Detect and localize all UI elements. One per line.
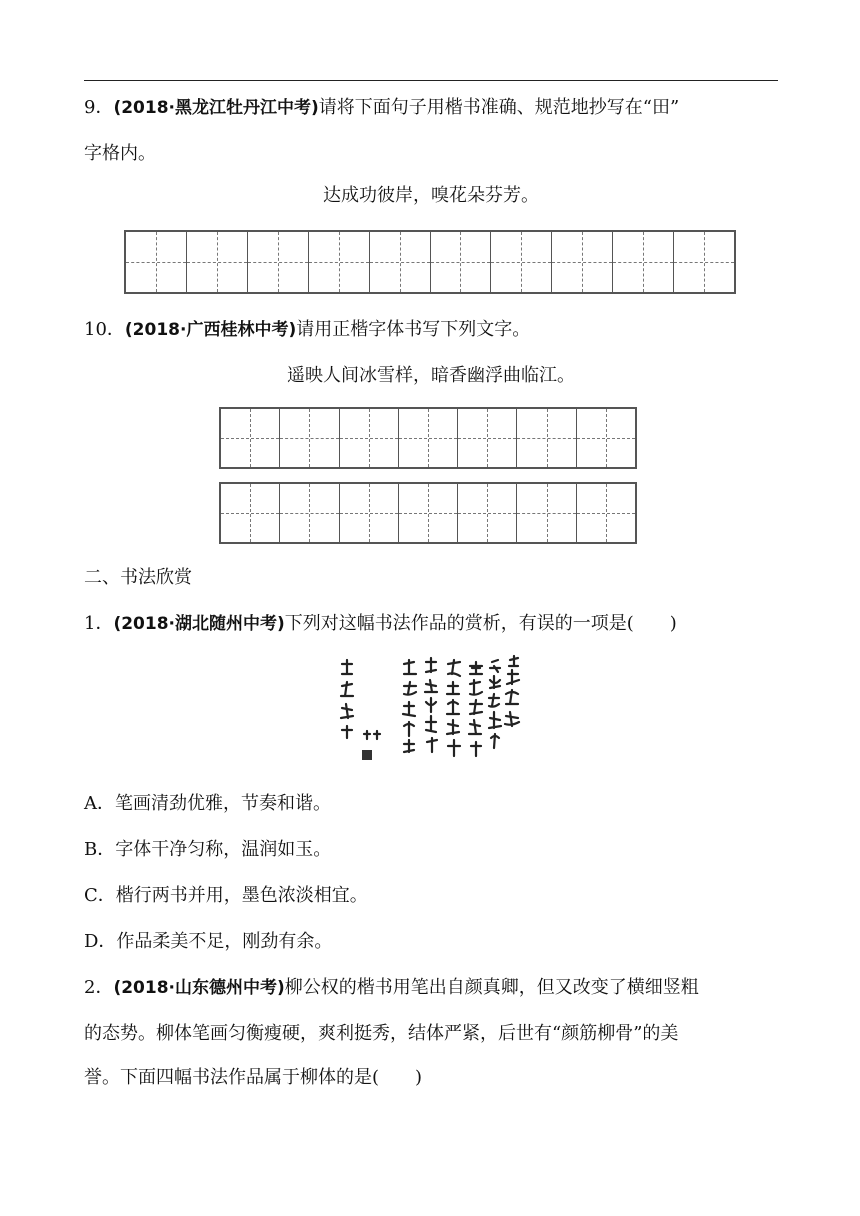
grid-cell[interactable] [674,232,734,292]
grid-cell[interactable] [221,409,280,467]
grid-cell[interactable] [280,409,339,467]
q2-line-3: 誉。下面四幅书法作品属于柳体的是( ) [84,1067,423,1088]
grid-cell[interactable] [340,409,399,467]
q10-line [84,318,530,342]
grid-cell[interactable] [431,232,492,292]
grid-cell[interactable] [370,232,431,292]
q10-source: (2018·广西桂林中考) [124,320,297,340]
q9-text-a: 请将下面句子用楷书准确、规范地抄写在“田” [318,97,680,118]
grid-cell[interactable] [577,409,635,467]
grid-cell[interactable] [517,409,576,467]
q10-text: 请用正楷字体书写下列文字。 [296,319,531,340]
q10-writing-grid-1[interactable] [219,407,637,469]
q1-text: 下列对这幅书法作品的赏析，有误的一项是( ) [284,613,677,634]
grid-cell[interactable] [221,484,280,542]
q2-number: 2． [84,977,114,998]
q10-number: 10． [84,319,125,340]
grid-cell[interactable] [458,484,517,542]
grid-cell[interactable] [491,232,552,292]
grid-cell[interactable] [309,232,370,292]
q1-line [84,612,677,636]
q10-sentence: 遥映人间冰雪样，暗香幽浮曲临江。 [287,365,575,386]
q1-option-d[interactable]: D．作品柔美不足，刚劲有余。 [84,931,333,952]
q9-text-b: 字格内。 [84,143,156,164]
grid-cell[interactable] [248,232,309,292]
q2-line-2: 的态势。柳体笔画匀衡瘦硬，爽利挺秀，结体严紧，后世有“颜筋柳骨”的美 [84,1023,679,1044]
q9-number: 9． [84,97,114,118]
q2-line-1 [84,976,699,1000]
q1-number: 1． [84,613,114,634]
q10-writing-grid-2[interactable] [219,482,637,544]
q9-writing-grid[interactable] [124,230,736,294]
q1-option-a[interactable]: A．笔画清劲优雅，节奏和谐。 [84,793,331,814]
grid-cell[interactable] [517,484,576,542]
q1-option-b[interactable]: B．字体干净匀称，温润如玉。 [84,839,332,860]
q9-source: (2018·黑龙江牡丹江中考) [113,98,319,118]
section-title: 二、书法欣赏 [84,567,192,588]
q9-line-1 [84,96,679,120]
grid-cell[interactable] [552,232,613,292]
grid-cell[interactable] [126,232,187,292]
grid-cell[interactable] [577,484,635,542]
grid-cell[interactable] [340,484,399,542]
grid-cell[interactable] [187,232,248,292]
grid-cell[interactable] [280,484,339,542]
top-rule [84,80,778,81]
q1-option-c[interactable]: C．楷行两书并用，墨色浓淡相宜。 [84,885,368,906]
q2-source: (2018·山东德州中考) [113,978,285,998]
grid-cell[interactable] [399,484,458,542]
q2-text-a: 柳公权的楷书用笔出自颜真卿，但又改变了横细竖粗 [284,977,699,998]
grid-cell[interactable] [613,232,674,292]
q1-source: (2018·湖北随州中考) [113,614,285,634]
grid-cell[interactable] [399,409,458,467]
grid-cell[interactable] [458,409,517,467]
calligraphy-image [334,654,530,766]
q9-sentence: 达成功彼岸，嗅花朵芬芳。 [323,185,539,206]
